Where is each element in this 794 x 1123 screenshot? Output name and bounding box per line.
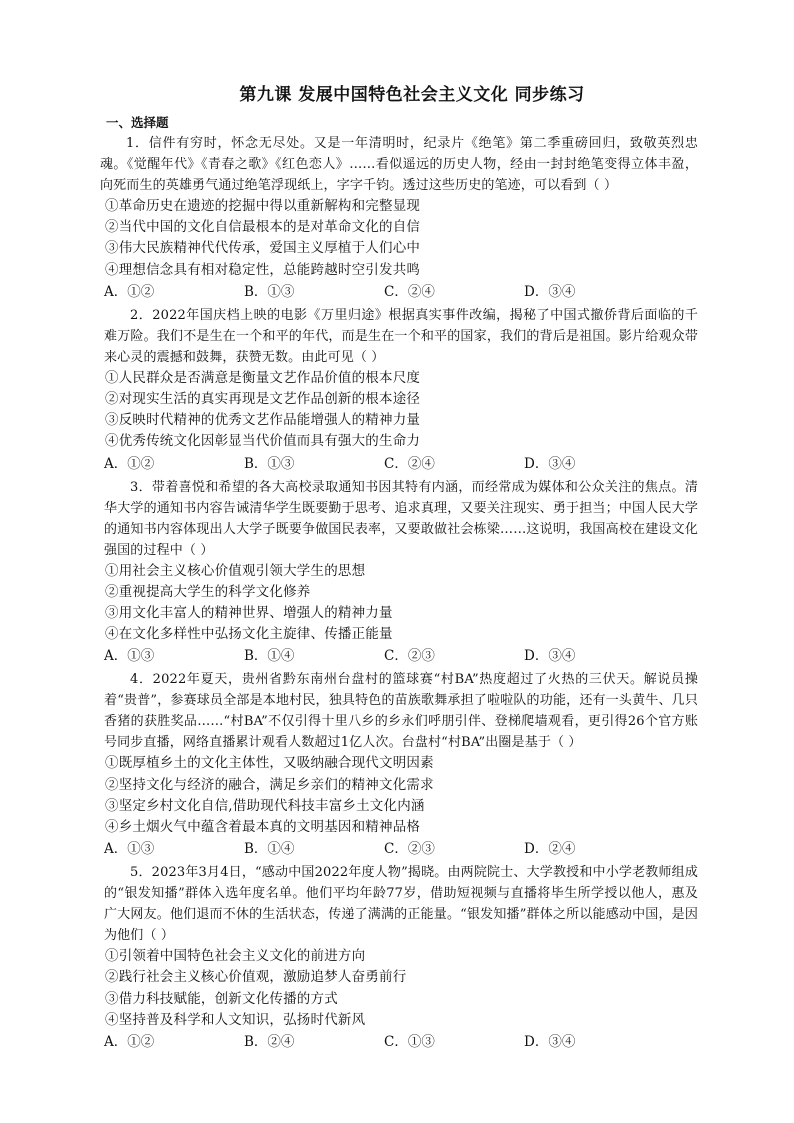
answer-choice-a[interactable]: A．①② bbox=[104, 1034, 155, 1051]
option-item: ④坚持普及科学和人文知识，弘扬时代新风 bbox=[105, 1011, 366, 1028]
answer-choice-c[interactable]: C．②④ bbox=[384, 283, 435, 300]
worksheet-page bbox=[100, 82, 698, 1055]
question-stem: 2．2022年国庆档上映的电影《万里归途》根据真实事件改编，揭秘了中国式撤侨背后面临的千难万险。我们不是生在一个和平的年代，而是生在一个和平的国家，我们的背后是祖国。影片给观众带来心灵的震撼和鼓舞，获赞无数。由此可见（ ） bbox=[104, 307, 698, 365]
section-heading: 一、选择题 bbox=[106, 115, 169, 130]
option-item: ①引领着中国特色社会主义文化的前进方向 bbox=[105, 948, 366, 965]
option-item: ①用社会主义核心价值观引领大学生的思想 bbox=[105, 562, 366, 579]
question-stem: 1．信件有穷时，怀念无尽处。又是一年清明时，纪录片《绝笔》第二季重磅回归，致敬英烈忠魂。《觉醒年代》《青春之歌》《红色恋人》……看似遥远的历史人物，经由一封封绝笔变得立体丰盈，向死而生的英雄勇气通过绝笔浮现纸上，字字千钧。透过这些历史的笔迹，可以看到（ ） bbox=[100, 136, 698, 193]
question-stem: 4．2022年夏天，贵州省黔东南州台盘村的篮球赛“村BA”热度超过了火热的三伏天。解说员操着“贵普”，参赛球员全部是本地村民，独具特色的苗族歌舞承担了啦啦队的功能，还有一头黄牛、几只香猪的获胜奖品……“村BA”不仅引得十里八乡的乡永们呼朋引伴、登梯爬墙观看，更引得26个官方账号同步直播，网络直播累计观看人数超过1亿人次。台盘村“村BA”出圈是基于（ ） bbox=[104, 672, 698, 751]
answer-choices bbox=[104, 1031, 698, 1053]
answer-choice-c[interactable]: C．②③ bbox=[384, 648, 435, 665]
question-2 bbox=[104, 305, 698, 475]
answer-choices bbox=[104, 838, 698, 860]
answer-choice-a[interactable]: A．①② bbox=[104, 455, 155, 472]
answer-choices bbox=[104, 281, 698, 303]
question-3 bbox=[104, 477, 698, 668]
question-stem: 5．2023年3月4日，“感动中国2022年度人物”揭晓。由两院院士、大学教授和中小学老教师组成的“银发知播”群体入选年度名单。他们平均年龄77岁，借助短视频与直播将毕生所学授以他人，惠及广大网友。他们退而不休的生活状态，传递了满满的正能量。“银发知播”群体之所以能感动中国，是因为他们（ ） bbox=[104, 865, 698, 944]
option-item: ②践行社会主义核心价值观，激励追梦人奋勇前行 bbox=[105, 969, 407, 986]
answer-choice-b[interactable]: B．①④ bbox=[244, 648, 295, 665]
answer-choices bbox=[104, 645, 698, 667]
answer-choice-c[interactable]: C．②④ bbox=[384, 455, 435, 472]
option-item: ②坚持文化与经济的融合，满足乡亲们的精神文化需求 bbox=[105, 776, 434, 793]
answer-choice-a[interactable]: A．①③ bbox=[104, 841, 155, 858]
question-stem: 3．带着喜悦和希望的各大高校录取通知书因其特有内涵，而经常成为媒体和公众关注的焦点。清华大学的通知书内容告诫清华学生既要勤于思考、追求真理，又要关注现实、勇于担当；中国人民大学的通知书内容体现出人大学子既要争做国民表率，又要敢做社会栋梁……这说明，我国高校在建设文化强国的过程中（ ） bbox=[104, 479, 698, 558]
option-item: ③反映时代精神的优秀文艺作品能增强人的精神力量 bbox=[105, 412, 421, 429]
option-item: ④优秀传统文化因彰显当代价值而具有强大的生命力 bbox=[105, 433, 421, 450]
question-4 bbox=[104, 669, 698, 860]
option-item: ②对现实生活的真实再现是文艺作品创新的根本途径 bbox=[105, 391, 421, 408]
answer-choice-d[interactable]: D．③④ bbox=[524, 283, 576, 300]
option-item: ③用文化丰富人的精神世界、增强人的精神力量 bbox=[105, 605, 393, 622]
option-item: ①既厚植乡土的文化主体性，又吸纳融合现代文明因素 bbox=[105, 755, 434, 772]
answer-choices bbox=[104, 453, 698, 475]
option-item: ③坚定乡村文化自信,借助现代科技丰富乡土文化内涵 bbox=[105, 797, 425, 814]
answer-choice-c[interactable]: C．②③ bbox=[384, 841, 435, 858]
answer-choice-d[interactable]: D．③④ bbox=[524, 1034, 576, 1051]
answer-choice-a[interactable]: A．①③ bbox=[104, 648, 155, 665]
option-item: ④在文化多样性中弘扬文化主旋律、传播正能量 bbox=[105, 626, 393, 643]
answer-choice-d[interactable]: D．②④ bbox=[524, 841, 576, 858]
answer-choice-b[interactable]: B．①④ bbox=[244, 841, 295, 858]
question-1 bbox=[100, 133, 698, 303]
option-item: ②当代中国的文化自信最根本的是对革命文化的自信 bbox=[105, 219, 421, 236]
answer-choice-b[interactable]: B．①③ bbox=[244, 283, 295, 300]
option-item: ①革命历史在遗迹的挖掘中得以重新解构和完整显现 bbox=[105, 198, 421, 214]
question-5 bbox=[104, 862, 698, 1053]
option-item: ③伟大民族精神代代传承，爱国主义厚植于人们心中 bbox=[105, 240, 421, 257]
answer-choice-a[interactable]: A．①② bbox=[104, 283, 155, 300]
page-title: 第九课 发展中国特色社会主义文化 同步练习 bbox=[239, 85, 585, 105]
answer-choice-b[interactable]: B．①③ bbox=[244, 455, 295, 472]
option-item: ③借力科技赋能，创新文化传播的方式 bbox=[105, 990, 338, 1007]
option-item: ①人民群众是否满意是衡量文艺作品价值的根本尺度 bbox=[105, 369, 421, 386]
answer-choice-c[interactable]: C．①③ bbox=[384, 1034, 435, 1051]
answer-choice-d[interactable]: D．③④ bbox=[524, 455, 576, 472]
option-item: ②重视提高大学生的科学文化修养 bbox=[105, 583, 311, 600]
answer-choice-d[interactable]: D．③④ bbox=[524, 648, 576, 665]
option-item: ④乡土烟火气中蕴含着最本真的文明基因和精神品格 bbox=[105, 819, 421, 836]
option-item: ④理想信念具有相对稳定性，总能跨越时空引发共鸣 bbox=[105, 261, 421, 278]
answer-choice-b[interactable]: B．②④ bbox=[244, 1034, 295, 1051]
